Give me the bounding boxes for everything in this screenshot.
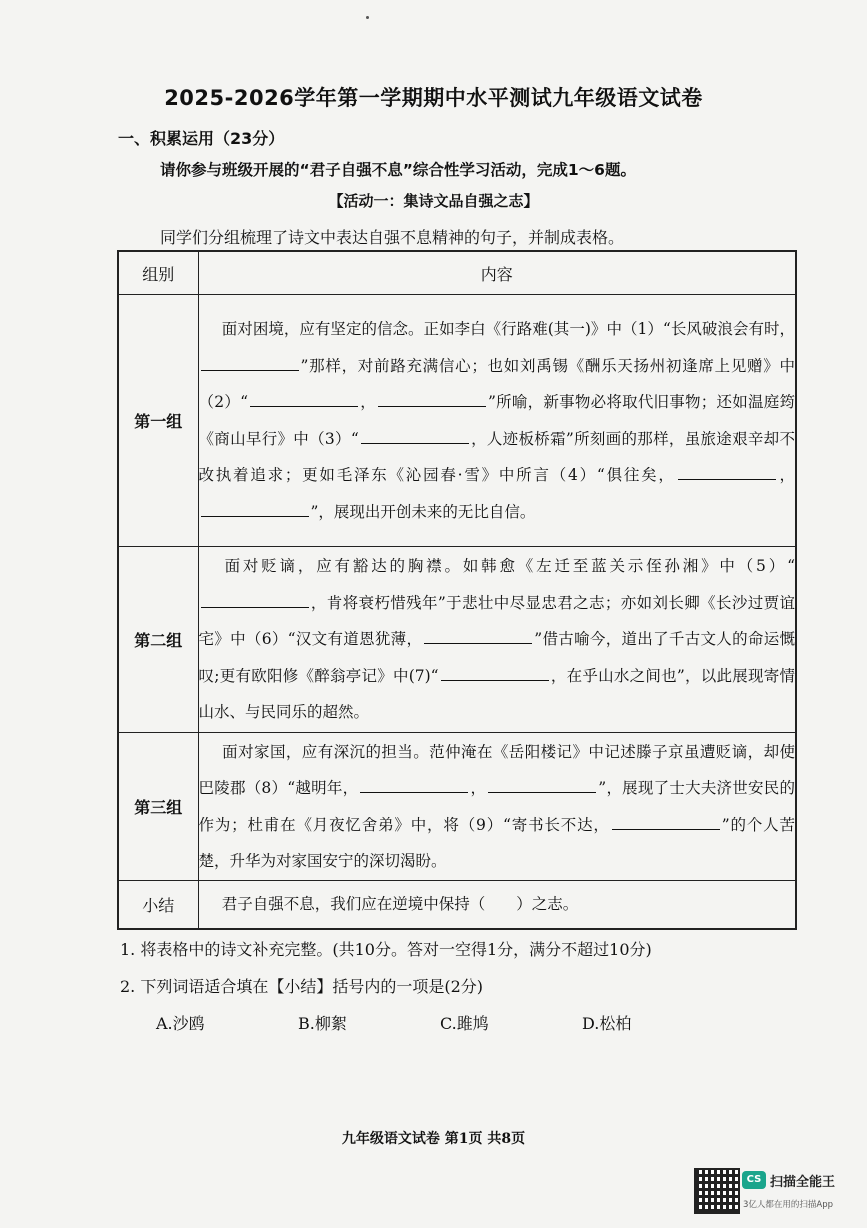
table-header-row bbox=[118, 251, 796, 295]
g2-text-3: ”借古喻今，道出了千古文人的命运慨叹;更有欧阳修《醉翁亭记》中(7)“ bbox=[198, 630, 795, 685]
table-description: 同学们分组梳理了诗文中表达自强不息精神的句子，并制成表格。 bbox=[160, 228, 625, 247]
question-2: 2. 下列词语适合填在【小结】括号内的一项是(2分) bbox=[120, 977, 484, 996]
blank-6a[interactable] bbox=[424, 642, 532, 644]
summary-label: 小结 bbox=[118, 881, 198, 929]
g2-text-1: 面对贬谪，应有豁达的胸襟。如韩愈《左迁至蓝关示侄孙湘》中（5）“ bbox=[221, 557, 795, 576]
group1-content bbox=[198, 295, 796, 547]
activity-intro: 请你参与班级开展的“君子自强不息”综合性学习活动，完成1～6题。 bbox=[160, 161, 636, 179]
g2-text-2: ，肯将衰朽惜残年”于悲壮中尽显忠君之志；亦如刘长卿《长沙过贾谊宅》中（6）“汉文有道恩犹薄， bbox=[198, 593, 795, 649]
blank-4b[interactable] bbox=[201, 515, 309, 517]
activity-title: 【活动一：集诗文品自强之志】 bbox=[328, 192, 539, 210]
header-content: 内容 bbox=[198, 251, 796, 295]
blank-8a[interactable] bbox=[360, 791, 468, 793]
g1-text-5: ，人迹板桥霜”所刻画的那样，虽旅途艰辛却不改执着追求；更如毛泽东《沁园春·雪》中所言（4）“俱往矣， bbox=[198, 429, 795, 484]
blank-8b[interactable] bbox=[488, 791, 596, 793]
watermark-name: 扫描全能王 bbox=[770, 1175, 836, 1190]
g1-text-4: ”所喻，新事物必将取代旧事物；还如温庭筠《商山早行》中（3）“ bbox=[198, 393, 795, 448]
g1-text-7: ”，展现出开创未来的无比自信。 bbox=[310, 502, 536, 521]
table-row-group2 bbox=[118, 547, 796, 733]
question-2-options bbox=[156, 1011, 631, 1034]
question-1: 1. 将表格中的诗文补充完整。(共10分。答对一空得1分，满分不超过10分) bbox=[120, 940, 652, 959]
page-footer: 九年级语文试卷 第1页 共8页 bbox=[341, 1131, 526, 1147]
g3-text-2: ， bbox=[470, 779, 487, 797]
table-row-group1 bbox=[118, 295, 796, 547]
g1-text-1: 面对困境，应有坚定的信念。正如李白《行路难(其一)》中（1）“长风破浪会有时， bbox=[221, 320, 795, 338]
exam-title: 2025-2026学年第一学期期中水平测试九年级语文试卷 bbox=[164, 86, 703, 110]
g1-text-2: ”那样，对前路充满信心；也如刘禹锡《酬乐天扬州初逢席上见赠》中（2）“ bbox=[198, 356, 795, 411]
header-group: 组别 bbox=[118, 251, 198, 295]
group1-label: 第一组 bbox=[118, 295, 198, 547]
blank-4a[interactable] bbox=[678, 478, 776, 480]
watermark-tagline: 3亿人都在用的扫描App bbox=[743, 1200, 834, 1210]
group3-content bbox=[198, 733, 796, 881]
option-c[interactable]: C.雎鸠 bbox=[440, 1014, 489, 1033]
g2-text-4: ，在乎山水之间也”，以此展现寄情山水、与民同乐的超然。 bbox=[198, 666, 795, 722]
qr-code-icon bbox=[694, 1168, 740, 1214]
g3-text-3: ”，展现了士大夫济世安民的作为；杜甫在《月夜忆舍弟》中，将（9）“寄书长不达， bbox=[198, 779, 795, 834]
summary-content bbox=[198, 881, 796, 929]
group2-content bbox=[198, 547, 796, 733]
blank-3a[interactable] bbox=[361, 442, 469, 444]
table-row-group3 bbox=[118, 733, 796, 881]
section-heading: 一、积累运用（23分） bbox=[118, 129, 285, 148]
g3-text-1: 面对家国，应有深沉的担当。范仲淹在《岳阳楼记》中记述滕子京虽遭贬谪，却使巴陵郡（8）“越明年， bbox=[198, 742, 795, 797]
table-row-summary bbox=[118, 881, 796, 929]
blank-2b[interactable] bbox=[378, 405, 486, 407]
camscanner-logo-icon: CS bbox=[742, 1171, 766, 1189]
blank-2a[interactable] bbox=[250, 405, 358, 407]
group3-label: 第三组 bbox=[118, 733, 198, 881]
scan-speck bbox=[366, 16, 369, 19]
option-a[interactable]: A.沙鸥 bbox=[156, 1014, 205, 1033]
option-d[interactable]: D.松柏 bbox=[582, 1014, 632, 1033]
blank-5a[interactable] bbox=[201, 606, 309, 608]
g1-text-3: ， bbox=[360, 393, 376, 411]
summary-text: 君子自强不息，我们应在逆境中保持（ ）之志。 bbox=[221, 895, 579, 913]
blank-1a[interactable] bbox=[201, 369, 299, 371]
blank-9a[interactable] bbox=[612, 828, 720, 830]
poetry-table bbox=[117, 250, 797, 930]
blank-7a[interactable] bbox=[441, 679, 549, 681]
g3-text-4: ”的个人苦楚，升华为对家国安宁的深切渴盼。 bbox=[198, 815, 795, 870]
g1-text-6: ， bbox=[777, 466, 795, 484]
option-b[interactable]: B.柳絮 bbox=[298, 1014, 347, 1033]
group2-label: 第二组 bbox=[118, 547, 198, 733]
